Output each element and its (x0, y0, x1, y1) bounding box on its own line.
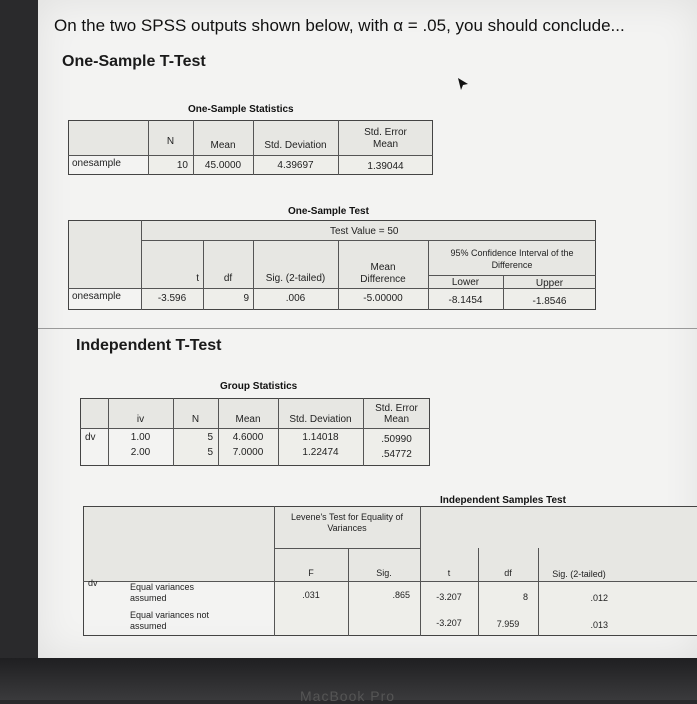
row-label-dv: dv (85, 432, 96, 443)
cell-mean-1: 4.6000 (232, 432, 264, 443)
cell-mean: 45.0000 (204, 160, 242, 171)
cell-f: .031 (302, 590, 320, 600)
cell-n-1: 5 (207, 432, 213, 443)
row-label-dv: dv (88, 578, 98, 588)
col-header-n: N (191, 414, 200, 425)
section-divider (38, 328, 697, 329)
document-page (38, 0, 697, 658)
row-label-onesample: onesample (72, 291, 121, 302)
col-header-t: t (447, 568, 451, 578)
cell-upper: -1.8546 (532, 296, 567, 307)
col-header-sig-2-tailed: Sig. (2-tailed) (552, 569, 606, 579)
col-header-std-error-2: Mean (383, 414, 409, 425)
cell-t: -3.596 (157, 293, 187, 304)
cell-std-deviation-1: 1.14018 (302, 432, 339, 443)
cell-t-2: -3.207 (436, 618, 462, 628)
cell-n-2: 5 (207, 447, 213, 458)
independent-heading: Independent T-Test (76, 337, 222, 354)
test-value-label: Test Value = 50 (330, 226, 399, 237)
cell-df-2: 7.959 (496, 619, 520, 629)
group-statistics-title: Group Statistics (220, 381, 298, 392)
cell-mean-2: 7.0000 (232, 447, 264, 458)
cell-iv-2: 2.00 (130, 447, 151, 458)
col-header-std-error-1: Std. Error (364, 127, 407, 138)
cell-std-error-1: .50990 (381, 434, 412, 445)
cell-iv-1: 1.00 (130, 432, 151, 443)
ci-header-1: 95% Confidence Interval of the (450, 248, 574, 258)
levene-header-1: Levene's Test for Equality of (290, 512, 404, 522)
cell-std-deviation: 4.39697 (277, 160, 314, 171)
cell-std-error-2: .54772 (381, 449, 412, 460)
col-header-f: F (308, 568, 314, 578)
one-sample-statistics-title: One-Sample Statistics (188, 104, 294, 115)
bezel-brand-text: MacBook Pro (300, 688, 396, 704)
col-header-std-error-1: Std. Error (375, 403, 418, 414)
levene-header-2: Variances (327, 523, 367, 533)
independent-samples-test-title: Independent Samples Test (440, 495, 566, 506)
laptop-bezel (0, 658, 697, 704)
col-header-iv: iv (136, 414, 145, 425)
cell-std-deviation-2: 1.22474 (302, 447, 339, 458)
cell-sig: .006 (285, 293, 306, 304)
cell-sig-2-tailed-2: .013 (590, 620, 608, 630)
col-header-upper: Upper (535, 278, 564, 289)
col-header-sig: Sig. (2-tailed) (265, 273, 326, 284)
cell-std-error: 1.39044 (367, 161, 404, 172)
col-header-df: df (504, 568, 512, 578)
row-label-not-equal-1: Equal variances not (130, 610, 210, 620)
col-header-mean: Mean (210, 140, 236, 151)
col-header-std-deviation: Std. Deviation (289, 414, 352, 425)
cell-sig-2-tailed-1: .012 (590, 593, 608, 603)
col-header-mean-diff-1: Mean (370, 262, 396, 273)
col-header-t: t (196, 273, 199, 284)
cell-df: 9 (243, 293, 249, 304)
col-header-n: N (166, 136, 175, 147)
cell-lower: -8.1454 (448, 295, 483, 306)
col-header-std-deviation: Std. Deviation (264, 140, 327, 151)
question-text: On the two SPSS outputs shown below, with α = .05, you should conclude... (54, 16, 625, 35)
ci-header-2: Difference (491, 260, 533, 270)
row-label-onesample: onesample (72, 158, 121, 169)
cell-df-1: 8 (522, 592, 528, 602)
col-header-lower: Lower (451, 277, 480, 288)
col-header-df: df (223, 273, 233, 284)
cell-levene-sig: .865 (392, 590, 410, 600)
col-header-std-error-2: Mean (372, 139, 398, 150)
cell-mean-difference: -5.00000 (363, 293, 403, 304)
mouse-cursor-icon (457, 77, 469, 96)
one-sample-heading: One-Sample T-Test (62, 53, 206, 70)
row-label-equal-2: assumed (130, 593, 167, 603)
col-header-sig: Sig. (376, 568, 392, 578)
one-sample-test-title: One-Sample Test (288, 206, 369, 217)
row-label-not-equal-2: assumed (130, 621, 167, 631)
cell-n: 10 (176, 160, 188, 171)
row-label-equal-1: Equal variances (130, 582, 195, 592)
col-header-mean-diff-2: Difference (360, 274, 406, 285)
cell-t-1: -3.207 (436, 592, 462, 602)
col-header-mean: Mean (235, 414, 261, 425)
